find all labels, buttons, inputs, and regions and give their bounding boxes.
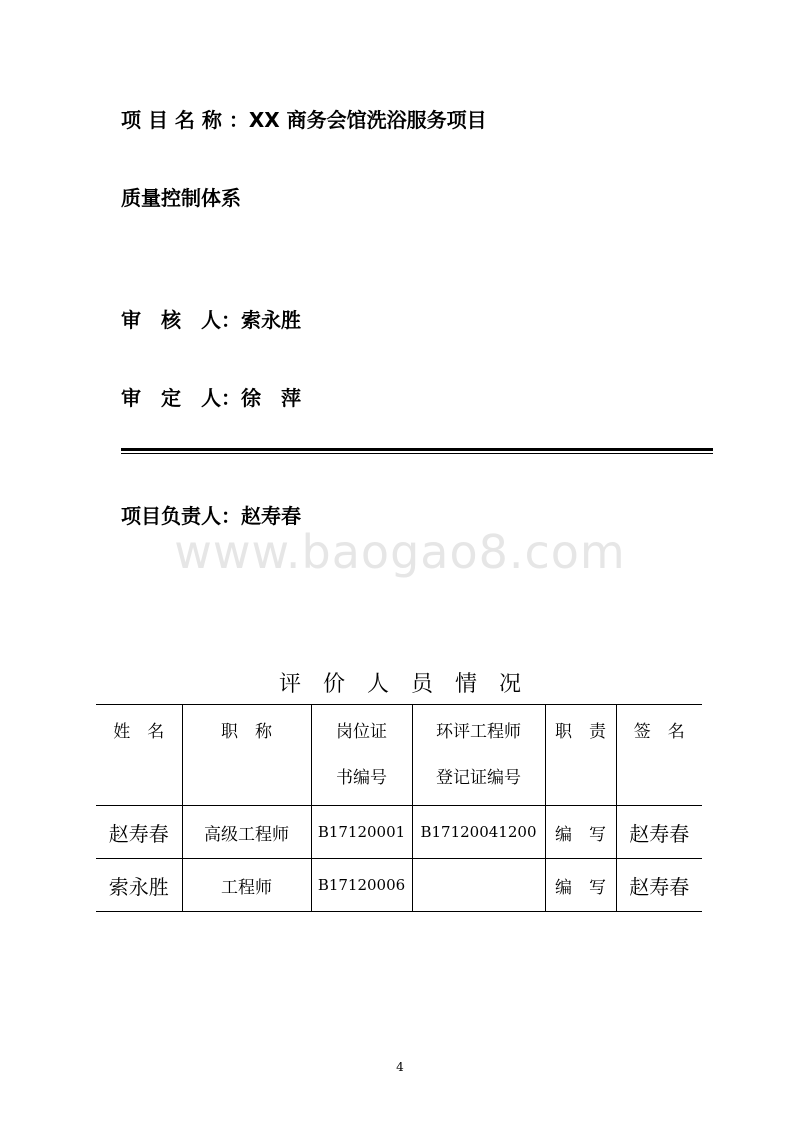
cell-duty: 编 写 (545, 806, 616, 859)
header-reg (412, 705, 545, 806)
header-duty-text: 职 责 (555, 722, 606, 742)
leader-value: 赵寿春 (241, 504, 301, 528)
cell-duty: 编 写 (545, 859, 616, 912)
header-sign-text: 签 名 (633, 722, 685, 742)
header-title-text: 职 称 (221, 722, 272, 742)
cell-sign: 赵寿春 (616, 859, 702, 912)
personnel-table (96, 704, 702, 912)
cell-cert: B17120006 (311, 859, 412, 912)
header-reg-text (413, 705, 545, 789)
header-cert (311, 705, 412, 806)
table-title-char: 情 (455, 672, 478, 697)
header-title (182, 705, 311, 806)
approver-line (121, 386, 301, 410)
cell-title: 高级工程师 (182, 806, 311, 859)
project-name-line (121, 108, 487, 132)
header-name-text: 姓 名 (113, 722, 165, 742)
cell-title: 工程师 (182, 859, 311, 912)
cell-name: 赵寿春 (96, 806, 182, 859)
reviewer-label: 审 核 人： (121, 308, 241, 332)
header-sign (616, 705, 702, 806)
cell-sign: 赵寿春 (616, 806, 702, 859)
subtitle: 质量控制体系 (121, 186, 241, 210)
header-cert-text (312, 705, 412, 789)
table-title-char: 况 (499, 672, 522, 697)
header-duty (545, 705, 616, 806)
table-title-char: 价 (322, 672, 345, 697)
leader-label: 项目负责人： (121, 504, 241, 528)
approver-value: 徐 萍 (241, 386, 301, 410)
project-name-value: XX 商务会馆洗浴服务项目 (248, 108, 487, 132)
table-title-char: 人 (366, 672, 389, 697)
header-cert-line2: 书编号 (336, 768, 387, 788)
reviewer-value: 索永胜 (241, 308, 301, 332)
table-header-row (96, 705, 702, 806)
cell-reg: B17120041200 (412, 806, 545, 859)
table-title (0, 672, 800, 698)
header-name (96, 705, 182, 806)
separator-thick (121, 448, 713, 451)
table-title-char: 员 (411, 672, 434, 697)
table-row (96, 859, 702, 912)
header-reg-line1: 环评工程师 (436, 722, 521, 742)
table-row (96, 806, 702, 859)
reviewer-line (121, 308, 301, 332)
cell-reg (412, 859, 545, 912)
header-cert-line1: 岗位证 (336, 722, 387, 742)
page-number: 4 (396, 1060, 404, 1074)
cell-cert: B17120001 (311, 806, 412, 859)
project-name-label: 项 目 名 称 ： (121, 108, 249, 132)
watermark: www.baogao8.com (174, 525, 626, 579)
separator-thin (121, 453, 713, 454)
cell-name: 索永胜 (96, 859, 182, 912)
approver-label: 审 定 人： (121, 386, 241, 410)
header-reg-line2: 登记证编号 (436, 768, 521, 788)
table-title-char: 评 (278, 672, 301, 697)
